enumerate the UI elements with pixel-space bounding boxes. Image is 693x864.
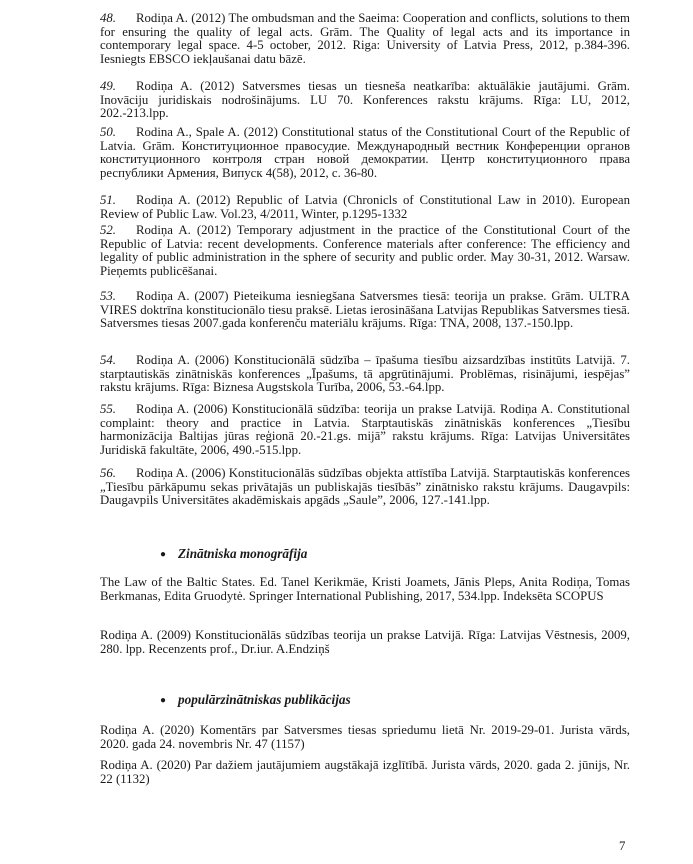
publication-entry-49: [100, 80, 630, 121]
entry-number: 50.: [100, 125, 116, 139]
publication-entry-55: [100, 403, 630, 457]
entry-text: Rodiņa A. (2006) Konstitucionālās sūdzības objekta attīstība Latvijā. Starptautiskās konferences „Tiesību pārkāpumu sekas privātajās un publiskajās tiesībās” zinātnisko rakstu krājums. Daugavpils: Daugavpils Universitātes akadēmiskais apgāds „Saule”, 2006, 127.-141.lpp.: [100, 466, 630, 508]
entry-number: 49.: [100, 79, 116, 93]
bullet-icon: ●: [160, 695, 167, 706]
entry-number: 51.: [100, 193, 116, 207]
section-heading-text: populārzinātniskas publikācijas: [178, 692, 351, 707]
monograph-entry: The Law of the Baltic States. Ed. Tanel Kerikmäe, Kristi Joamets, Jānis Pleps, Anita Rodiņa, Tomas Berkmanas, Edita Gruodytė. Springer International Publishing, 2017, 534.lpp. Indeksēta SCOPUS: [100, 575, 630, 603]
bullet-icon: ●: [160, 549, 167, 560]
entry-number: 54.: [100, 353, 116, 367]
publication-entry-53: [100, 290, 630, 331]
popular-entry: Rodiņa A. (2020) Par dažiem jautājumiem augstākajā izglītībā. Jurista vārds, 2020. gada 2. jūnijs, Nr. 22 (1132): [100, 758, 630, 786]
entry-text: Rodiņa A. (2012) Republic of Latvia (Chronicls of Constitutional Law in 2010). European Review of Public Law. Vol.23, 4/2011, Winter, p.1295-1332: [100, 193, 630, 221]
section-heading-text: Zinātniska monogrāfija: [178, 546, 308, 561]
publication-entry-51: [100, 194, 630, 221]
section-heading-monographs: [160, 547, 307, 562]
entry-text: Rodiņa A. (2012) Temporary adjustment in the practice of the Constitutional Court of the Republic of Latvia: recent developments. Conference materials after conference: The efficiency and legality of public administration in the sphere of security and public order. May 30-31, 2012. Warsaw. Pieņemts publicēšanai.: [100, 223, 630, 278]
popular-entry: Rodiņa A. (2020) Komentārs par Satversmes tiesas spriedumu lietā Nr. 2019-29-01. Jurista vārds, 2020. gada 24. novembris Nr. 47 (1157): [100, 723, 630, 751]
entry-text: Rodiņa A. (2012) Satversmes tiesas un tiesneša neatkarība: aktuālākie jautājumi. Grām. Inovāciju juridiskais nodrošinājums. LU 70. Konferences rakstu krājums. Rīga: LU, 2012, 202.-213.lpp.: [100, 79, 630, 121]
monograph-entry: Rodiņa A. (2009) Konstitucionālās sūdzības teorija un prakse Latvijā. Rīga: Latvijas Vēstnesis, 2009, 280. lpp. Recenzents prof., Dr.iur. A.Endziņš: [100, 628, 630, 656]
entry-number: 56.: [100, 466, 116, 480]
publication-entry-56: [100, 467, 630, 508]
entry-text: Rodiņa A. (2006) Konstitucionālā sūdzība – īpašuma tiesību aizsardzības institūts Latvijā. 7. starptautiskās zinātniskās konferences „Īpašums, tā apgrūtinājumi. Problēmas, risinājumi, iespējas” rakstu krājums. Rīga: Biznesa Augstskola Turība, 2006, 53.-64.lpp.: [100, 353, 630, 395]
section-heading-popular: [160, 693, 351, 708]
publication-entry-48: [100, 12, 630, 66]
entry-number: 53.: [100, 289, 116, 303]
entry-text: Rodiņa A. (2006) Konstitucionālā sūdzība: teorija un prakse Latvijā. Rodiņa A. Constitutional complaint: theory and practice in Latvia. Starptautiskās zinātniskās konferences „Tiesību harmonizācija Baltijas jūras reģionā 20.-21.gs. mijā” rakstu krājums. Rīga: Latvijas Universitātes Juridiskā fakultāte, 2006, 490.-515.lpp.: [100, 402, 630, 457]
entry-number: 52.: [100, 223, 116, 237]
page-number: 7: [619, 839, 626, 853]
entry-text: Rodiņa A. (2012) The ombudsman and the Saeima: Cooperation and conflicts, solutions to them for ensuring the quality of legal acts. Grām. The Quality of legal acts and its importance in contemporary legal space. 4-5 october, 2012. Riga: University of Latvia Press, 2012, p.384-396. Iesniegts EBSCO iekļaušanai datu bāzē.: [100, 11, 630, 66]
publication-entry-50: [100, 126, 630, 180]
entry-text: Rodiņa A. (2007) Pieteikuma iesniegšana Satversmes tiesā: teorija un prakse. Grām. ULTRA VIRES doktrīna konstitucionālo tiesu praksē. Lietas ierosināšana Latvijas Republikas Satversmes tiesā. Satversmes tiesas 2007.gada konferenču materiālu krājums. Rīga: TNA, 2008, 137.-150.lpp.: [100, 289, 630, 331]
entry-number: 48.: [100, 11, 116, 25]
publication-entry-54: [100, 354, 630, 395]
entry-text: Rodina A., Spale A. (2012) Constitutional status of the Constitutional Court of the Republic of Latvia. Grām. Конституционное правосудие. Международный вестник Конференции органов конституционного контроля стран новой демократии. Центр конституционного права республики Армения, Випуск 4(58), 2012, с. 36-80.: [100, 125, 630, 180]
publication-entry-52: [100, 224, 630, 278]
entry-number: 55.: [100, 402, 116, 416]
